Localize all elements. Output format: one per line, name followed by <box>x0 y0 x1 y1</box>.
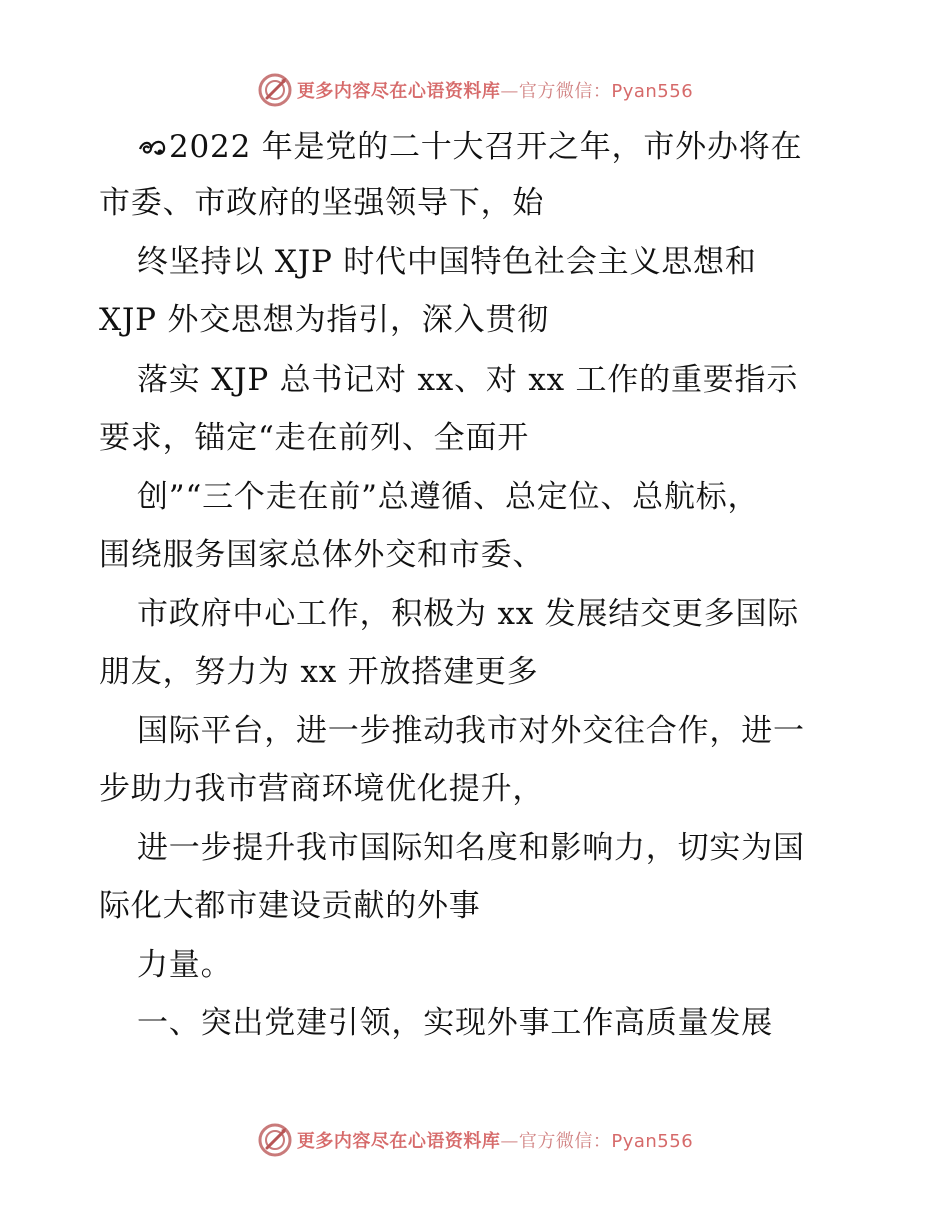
footer-banner <box>0 1120 950 1160</box>
banner-wechat-id: Pyan556 <box>611 81 694 102</box>
paragraph-line: 围绕服务国家总体外交和市委、 <box>99 537 545 573</box>
section-heading: 一、突出党建引领，实现外事工作高质量发展 <box>137 1005 773 1041</box>
paragraph-line <box>137 129 802 165</box>
banner-wechat-label: 官方微信： <box>518 1131 612 1152</box>
banner-wechat-label: 官方微信： <box>518 81 612 102</box>
banner-text <box>297 1127 693 1153</box>
paragraph-line: 步助力我市营商环境优化提升， <box>99 771 545 807</box>
paragraph-line: 要求，锚定“走在前列、全面开 <box>99 420 530 456</box>
paragraph-line: 国际平台，进一步推动我市对外交往合作，进一 <box>137 713 805 749</box>
banner-dash: — <box>500 1131 519 1152</box>
paragraph-line: 终坚持以 XJP 时代中国特色社会主义思想和 <box>137 244 757 280</box>
paragraph-line: 进一步提升我市国际知名度和影响力，切实为国 <box>137 830 805 866</box>
paragraph-line: 际化大都市建设贡献的外事 <box>99 888 481 924</box>
paragraph-text: 2022 年是党的二十大召开之年，市外办将在 <box>169 129 803 165</box>
banner-dash: — <box>500 81 519 102</box>
logo-icon <box>257 1122 293 1158</box>
paragraph-line: 市政府中心工作，积极为 xx 发展结交更多国际 <box>137 596 800 632</box>
paragraph-line: 市委、市政府的坚强领导下，始 <box>99 185 545 221</box>
paragraph-line: 落实 XJP 总书记对 xx、对 xx 工作的重要指示 <box>137 362 799 398</box>
paragraph-line: 力量。 <box>137 947 233 983</box>
banner-wechat-id: Pyan556 <box>611 1131 694 1152</box>
banner-main-text: 更多内容尽在心语资料库 <box>296 81 501 102</box>
banner-main-text: 更多内容尽在心语资料库 <box>296 1131 501 1152</box>
paragraph-line: 朋友，努力为 xx 开放搭建更多 <box>99 654 539 690</box>
paragraph-line: 创”“三个走在前”总遵循、总定位、总航标， <box>137 479 760 515</box>
flourish-icon <box>137 135 167 159</box>
paragraph-line: XJP 外交思想为指引，深入贯彻 <box>99 302 550 338</box>
